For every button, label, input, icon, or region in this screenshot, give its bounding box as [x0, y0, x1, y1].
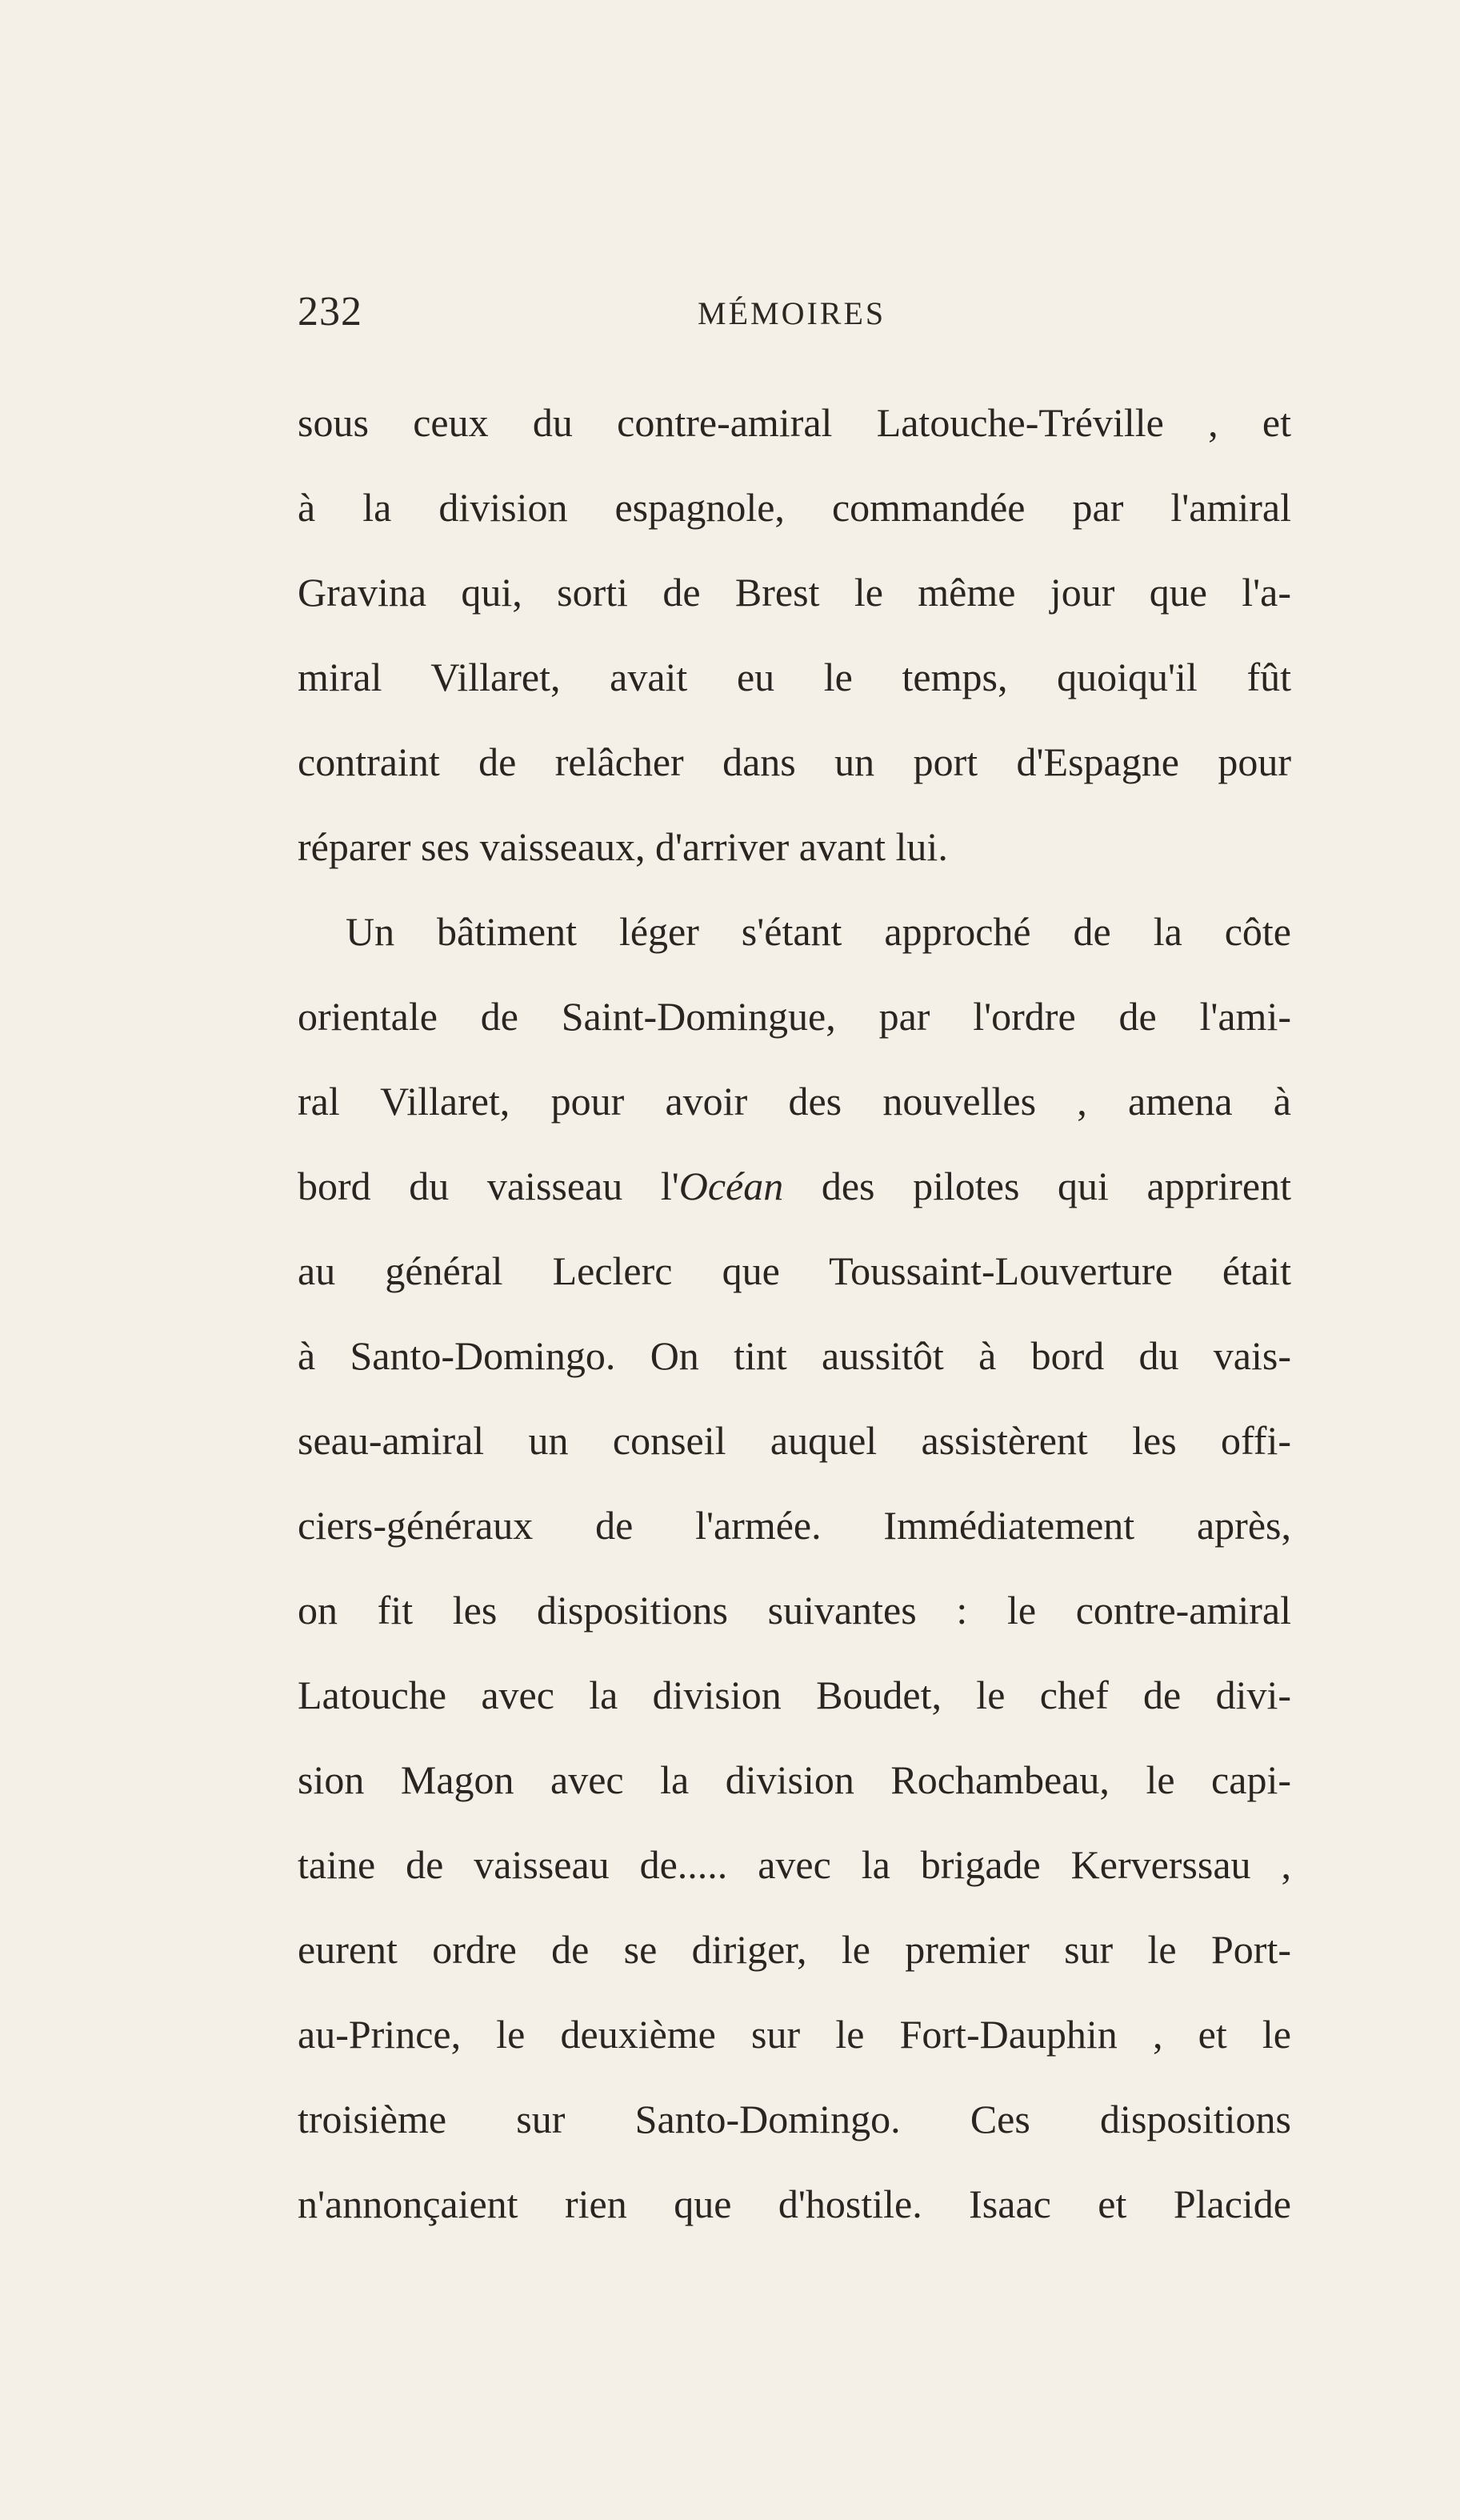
text-line: orientale de Saint-Domingue, par l'ordre de l'ami-	[298, 994, 1291, 1039]
text-line: sous ceux du contre-amiral Latouche-Tréville , et	[298, 400, 1291, 445]
ship-name-italic: Océan	[678, 1164, 784, 1208]
text-line: contraint de relâcher dans un port d'Espagne pour	[298, 739, 1291, 784]
paragraph-2	[298, 889, 1291, 2246]
running-head: MÉMOIRES	[698, 295, 886, 331]
text-line: Un bâtiment léger s'étant approché de la côte	[346, 909, 1291, 954]
text-line-with-italic	[298, 1144, 1291, 1228]
text-line: taine de vaisseau de..... avec la brigade Kerverssau ,	[298, 1842, 1291, 1887]
page-number: 232	[298, 289, 362, 335]
text-line: ciers-généraux de l'armée. Immédiatement après,	[298, 1503, 1291, 1548]
text-line: sion Magon avec la division Rochambeau, le capi-	[298, 1757, 1291, 1802]
text-line: à Santo-Domingo. On tint aussitôt à bord du vais-	[298, 1333, 1291, 1378]
text-segment: des pilotes qui apprirent	[783, 1164, 1291, 1208]
text-line: n'annonçaient rien que d'hostile. Isaac et Placide	[298, 2181, 1291, 2226]
text-line: au général Leclerc que Toussaint-Louverture était	[298, 1248, 1291, 1293]
text-line: ral Villaret, pour avoir des nouvelles , amena à	[298, 1079, 1291, 1124]
text-line: miral Villaret, avait eu le temps, quoiqu'il fût	[298, 655, 1291, 699]
text-line: à la division espagnole, commandée par l'amiral	[298, 485, 1291, 530]
text-line: Latouche avec la division Boudet, le chef de divi-	[298, 1673, 1291, 1717]
text-line: seau-amiral un conseil auquel assistèrent les offi-	[298, 1418, 1291, 1463]
text-line: Gravina qui, sorti de Brest le même jour que l'a-	[298, 570, 1291, 615]
text-line: réparer ses vaisseaux, d'arriver avant lui.	[298, 824, 948, 869]
page-header	[298, 288, 1291, 344]
paragraph-1	[298, 380, 1291, 889]
text-line: au-Prince, le deuxième sur le Fort-Dauphin , et le	[298, 2012, 1291, 2057]
body-text	[298, 380, 1291, 2246]
text-line: eurent ordre de se diriger, le premier sur le Port-	[298, 1927, 1291, 1972]
text-segment: bord du vaisseau l'	[298, 1164, 679, 1208]
text-line: troisième sur Santo-Domingo. Ces dispositions	[298, 2097, 1291, 2141]
text-line: on fit les dispositions suivantes : le contre-amiral	[298, 1588, 1291, 1633]
